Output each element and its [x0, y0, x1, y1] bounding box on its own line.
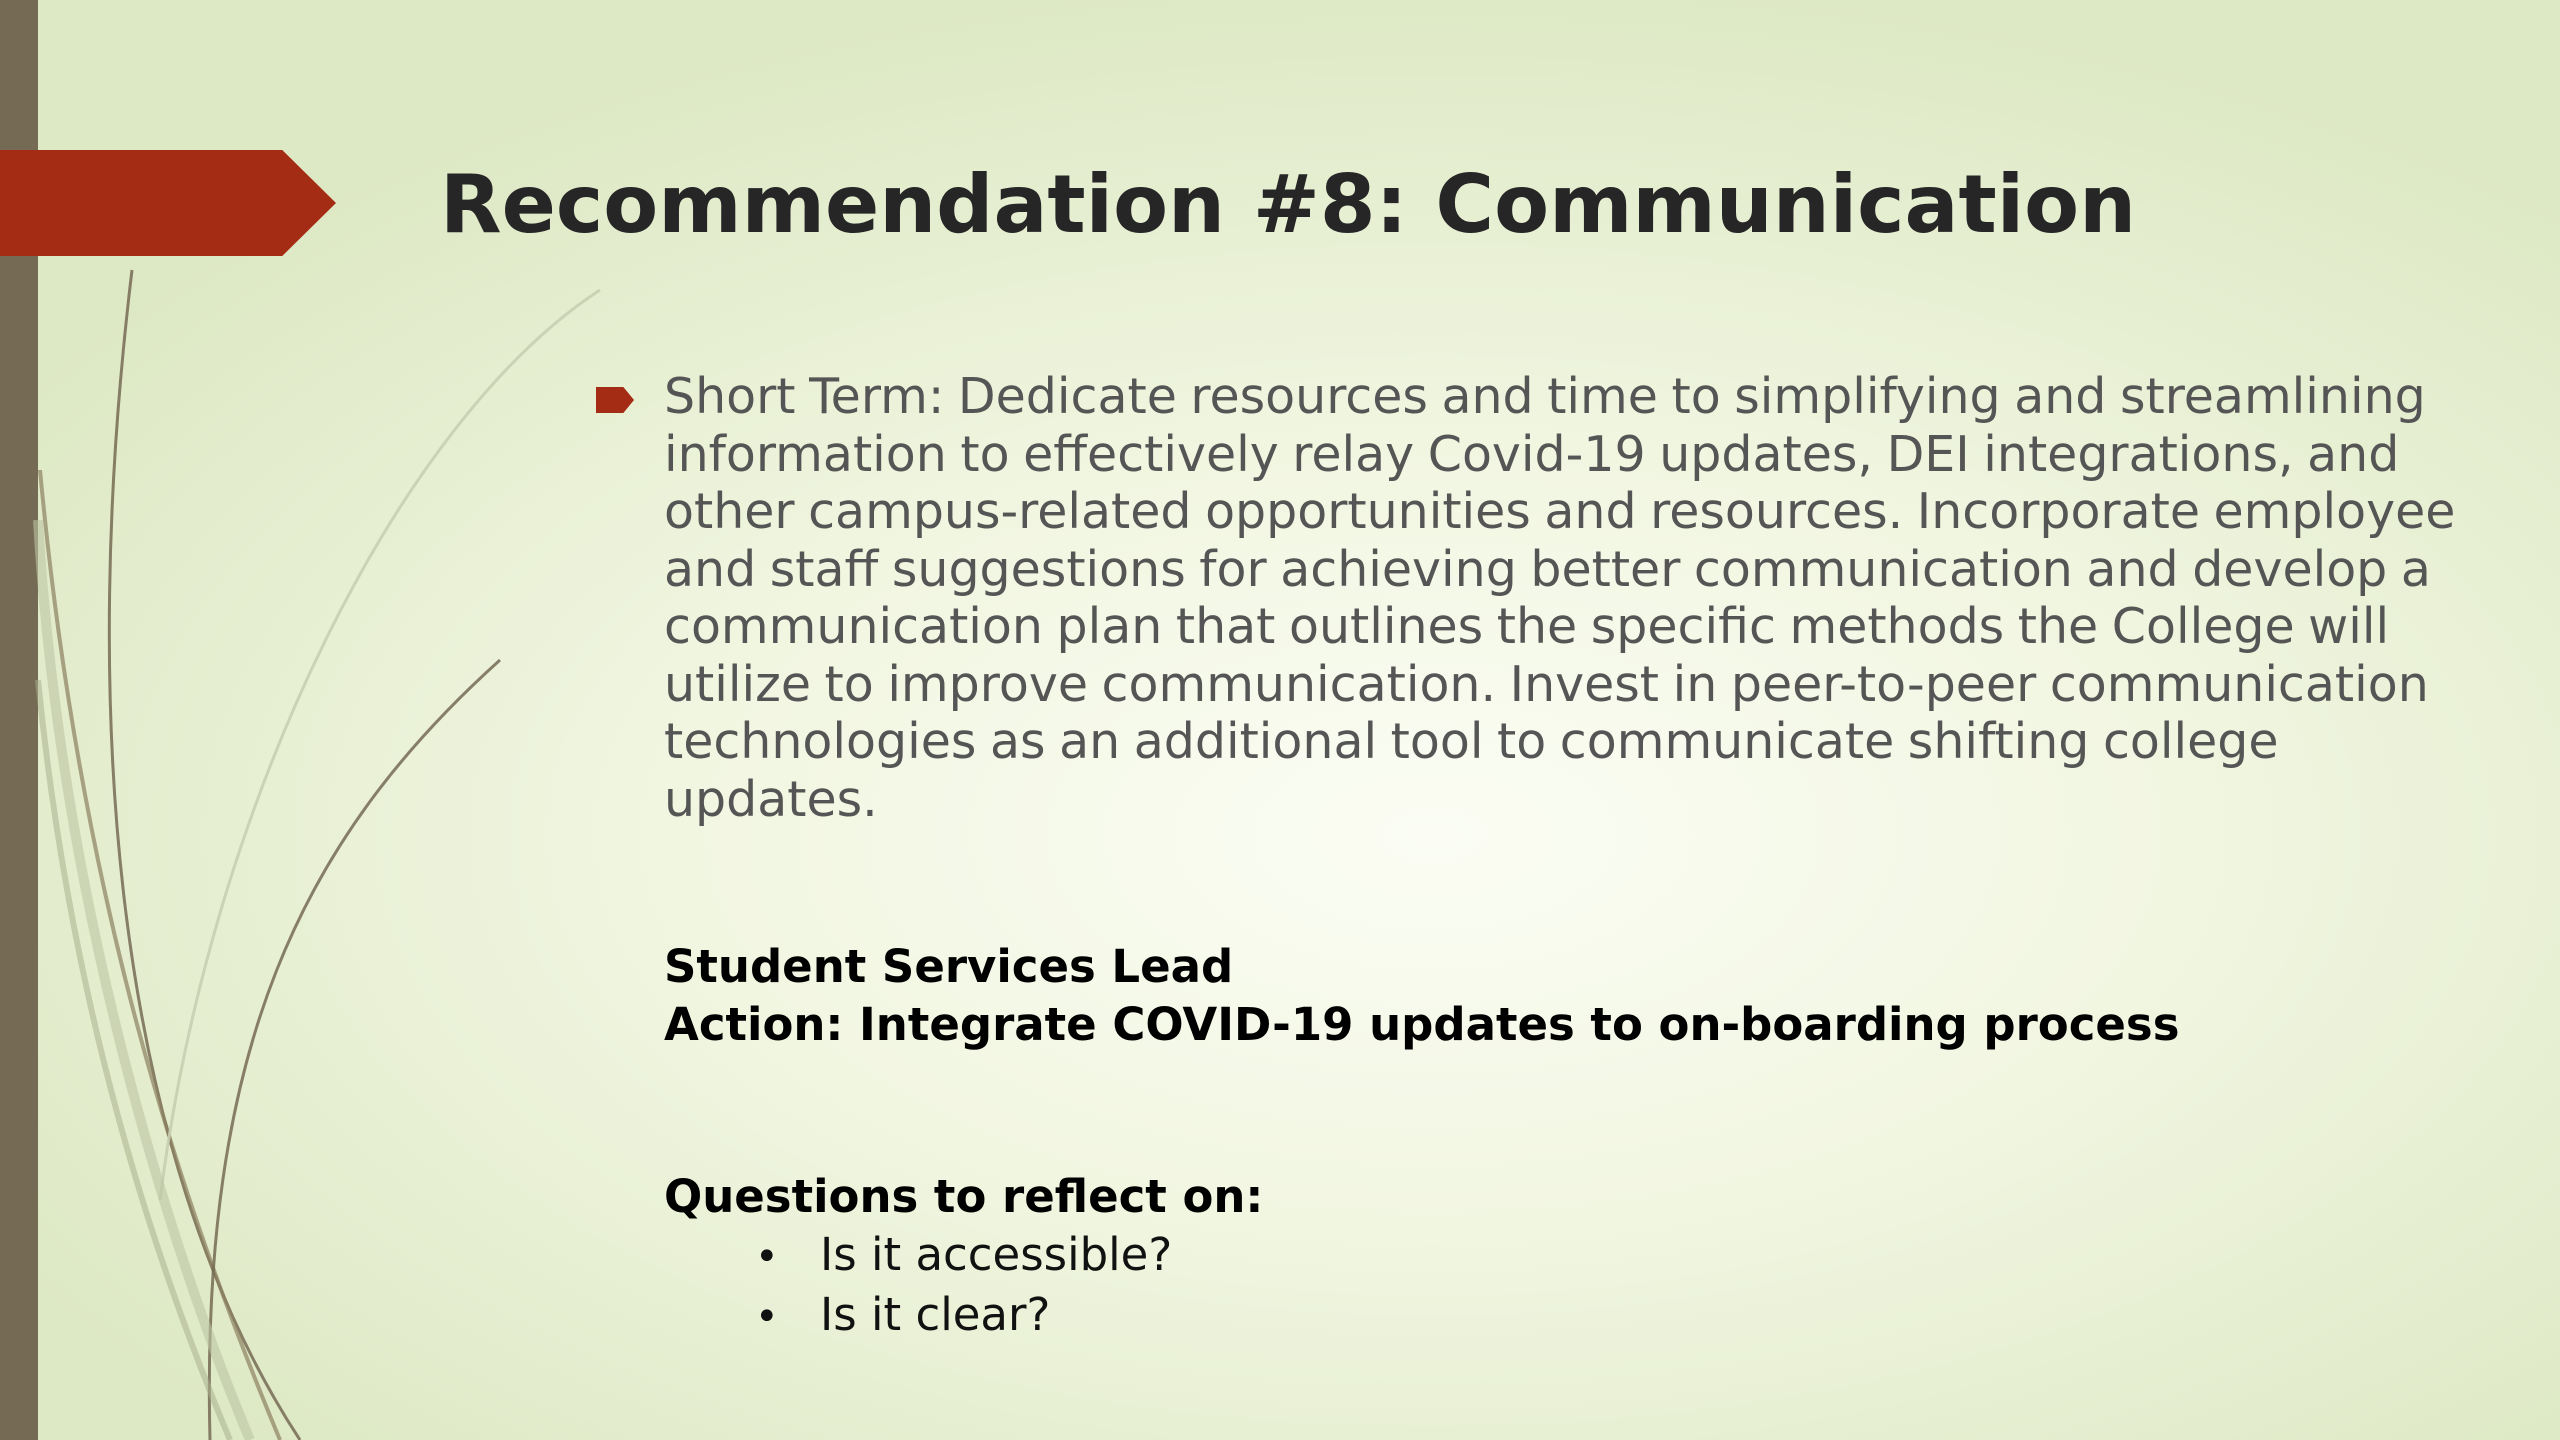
action-text: Action: Integrate COVID-19 updates to on-boarding process: [664, 998, 2180, 1051]
stem-curve: [209, 660, 500, 1440]
questions-heading: Questions to reflect on:: [664, 1170, 1264, 1223]
title-arrow-banner-icon: [0, 150, 336, 256]
list-item: [755, 1226, 1172, 1286]
dot-bullet-icon: •: [755, 1294, 779, 1340]
list-item: [755, 1286, 1172, 1346]
dot-bullet-icon: •: [755, 1234, 779, 1280]
questions-list: [755, 1226, 1172, 1346]
lead-block: [664, 938, 2179, 1054]
stem-curve: [160, 290, 600, 1200]
question-text: Is it accessible?: [820, 1228, 1173, 1281]
stem-curve: [109, 270, 300, 1440]
slide-title: Recommendation #8: Communication: [440, 158, 2137, 251]
bullet-text-short-term: Short Term: Dedicate resources and time to simplifying and streamlining information to effectively relay Covid-19 updates, DEI integrations, and other campus-related opportunities and resources. Incorporate employee and staff suggestions for achieving better communication and develop a communication plan that outlines the specific methods the College will utilize to improve communication. Invest in peer-to-peer communication technologies as an additional tool to communicate shifting college updates.: [664, 368, 2456, 828]
question-text: Is it clear?: [820, 1288, 1051, 1341]
lead-label: Student Services Lead: [664, 940, 1234, 993]
stem-curve: [38, 520, 250, 1440]
stem-curve: [40, 470, 280, 1440]
